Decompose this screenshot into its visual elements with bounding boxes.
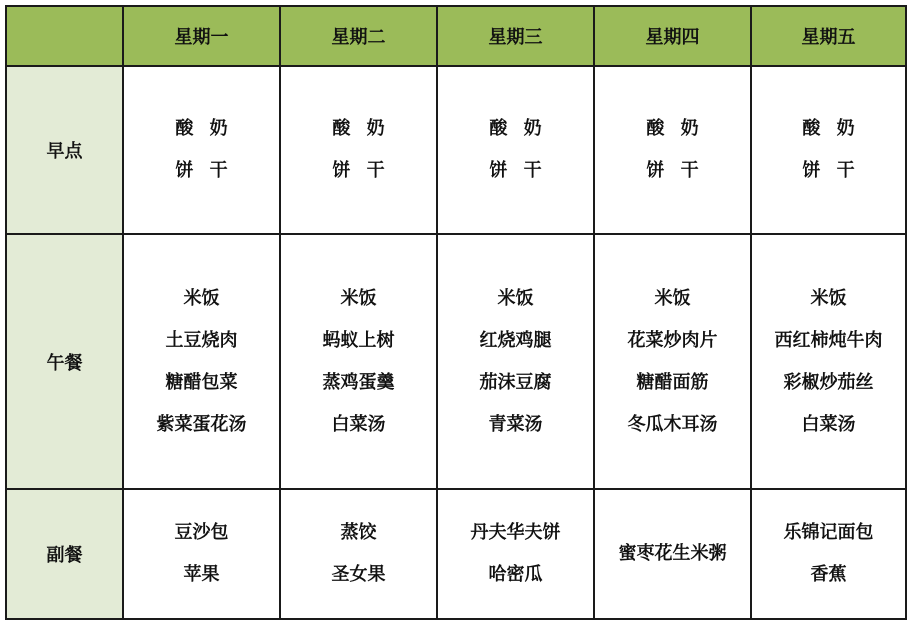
- weekly-menu-table: [5, 5, 907, 620]
- menu-item: 白菜汤: [801, 413, 856, 435]
- menu-item: 米饭: [497, 287, 534, 309]
- row-label-breakfast: 早点: [6, 66, 123, 234]
- menu-item: 花菜炒肉片: [627, 329, 718, 351]
- row-label-side-meal: 副餐: [6, 489, 123, 619]
- menu-item: 乐锦记面包: [783, 522, 874, 543]
- menu-item: 蒸饺: [340, 522, 377, 543]
- side-fri-cell: [751, 489, 906, 619]
- menu-item: 米饭: [810, 287, 847, 309]
- menu-item: 丹夫华夫饼: [470, 522, 561, 543]
- menu-item: 蜜枣花生米粥: [618, 543, 727, 564]
- menu-item: 青菜汤: [488, 413, 543, 435]
- menu-item: 米饭: [183, 287, 220, 309]
- menu-item: 苹果: [183, 564, 220, 585]
- breakfast-fri-cell: [751, 66, 906, 234]
- menu-item: 香蕉: [810, 564, 847, 585]
- lunch-tue-cell: [280, 234, 437, 489]
- lunch-wed-cell: [437, 234, 594, 489]
- menu-item: 米饭: [654, 287, 691, 309]
- menu-item: 红烧鸡腿: [479, 329, 552, 351]
- header-row: [6, 6, 906, 66]
- menu-item: 酸奶: [646, 118, 715, 139]
- row-label-lunch: 午餐: [6, 234, 123, 489]
- menu-item: 土豆烧肉: [165, 329, 238, 351]
- menu-item: 糖醋包菜: [165, 371, 238, 393]
- breakfast-thu-cell: [594, 66, 751, 234]
- side-wed-cell: [437, 489, 594, 619]
- breakfast-row: [6, 66, 906, 234]
- menu-item: 饼干: [802, 160, 871, 181]
- menu-item: 饼干: [489, 160, 558, 181]
- lunch-mon-cell: [123, 234, 280, 489]
- menu-item: 圣女果: [331, 564, 386, 585]
- side-meal-row: [6, 489, 906, 619]
- side-mon-cell: [123, 489, 280, 619]
- menu-item: 茄沫豆腐: [479, 371, 552, 393]
- menu-item: 酸奶: [489, 118, 558, 139]
- lunch-thu-cell: [594, 234, 751, 489]
- menu-item: 饼干: [332, 160, 401, 181]
- menu-item: 白菜汤: [331, 413, 386, 435]
- side-tue-cell: [280, 489, 437, 619]
- menu-item: 酸奶: [802, 118, 871, 139]
- menu-item: 哈密瓜: [488, 564, 543, 585]
- menu-item: 彩椒炒茄丝: [783, 371, 874, 393]
- day-header-tue: 星期二: [280, 6, 437, 66]
- menu-item: 酸奶: [332, 118, 401, 139]
- menu-item: 米饭: [340, 287, 377, 309]
- day-header-thu: 星期四: [594, 6, 751, 66]
- side-thu-cell: [594, 489, 751, 619]
- menu-item: 冬瓜木耳汤: [627, 413, 718, 435]
- menu-item: 饼干: [646, 160, 715, 181]
- menu-item: 紫菜蛋花汤: [156, 413, 247, 435]
- menu-item: 蚂蚁上树: [322, 329, 395, 351]
- lunch-fri-cell: [751, 234, 906, 489]
- lunch-row: [6, 234, 906, 489]
- menu-item: 糖醋面筋: [636, 371, 709, 393]
- menu-item: 西红柿炖牛肉: [774, 329, 883, 351]
- menu-item: 蒸鸡蛋羹: [322, 371, 395, 393]
- breakfast-wed-cell: [437, 66, 594, 234]
- day-header-fri: 星期五: [751, 6, 906, 66]
- menu-item: 豆沙包: [174, 522, 229, 543]
- day-header-wed: 星期三: [437, 6, 594, 66]
- corner-cell: [6, 6, 123, 66]
- day-header-mon: 星期一: [123, 6, 280, 66]
- menu-item: 酸奶: [175, 118, 244, 139]
- menu-item: 饼干: [175, 160, 244, 181]
- breakfast-mon-cell: [123, 66, 280, 234]
- breakfast-tue-cell: [280, 66, 437, 234]
